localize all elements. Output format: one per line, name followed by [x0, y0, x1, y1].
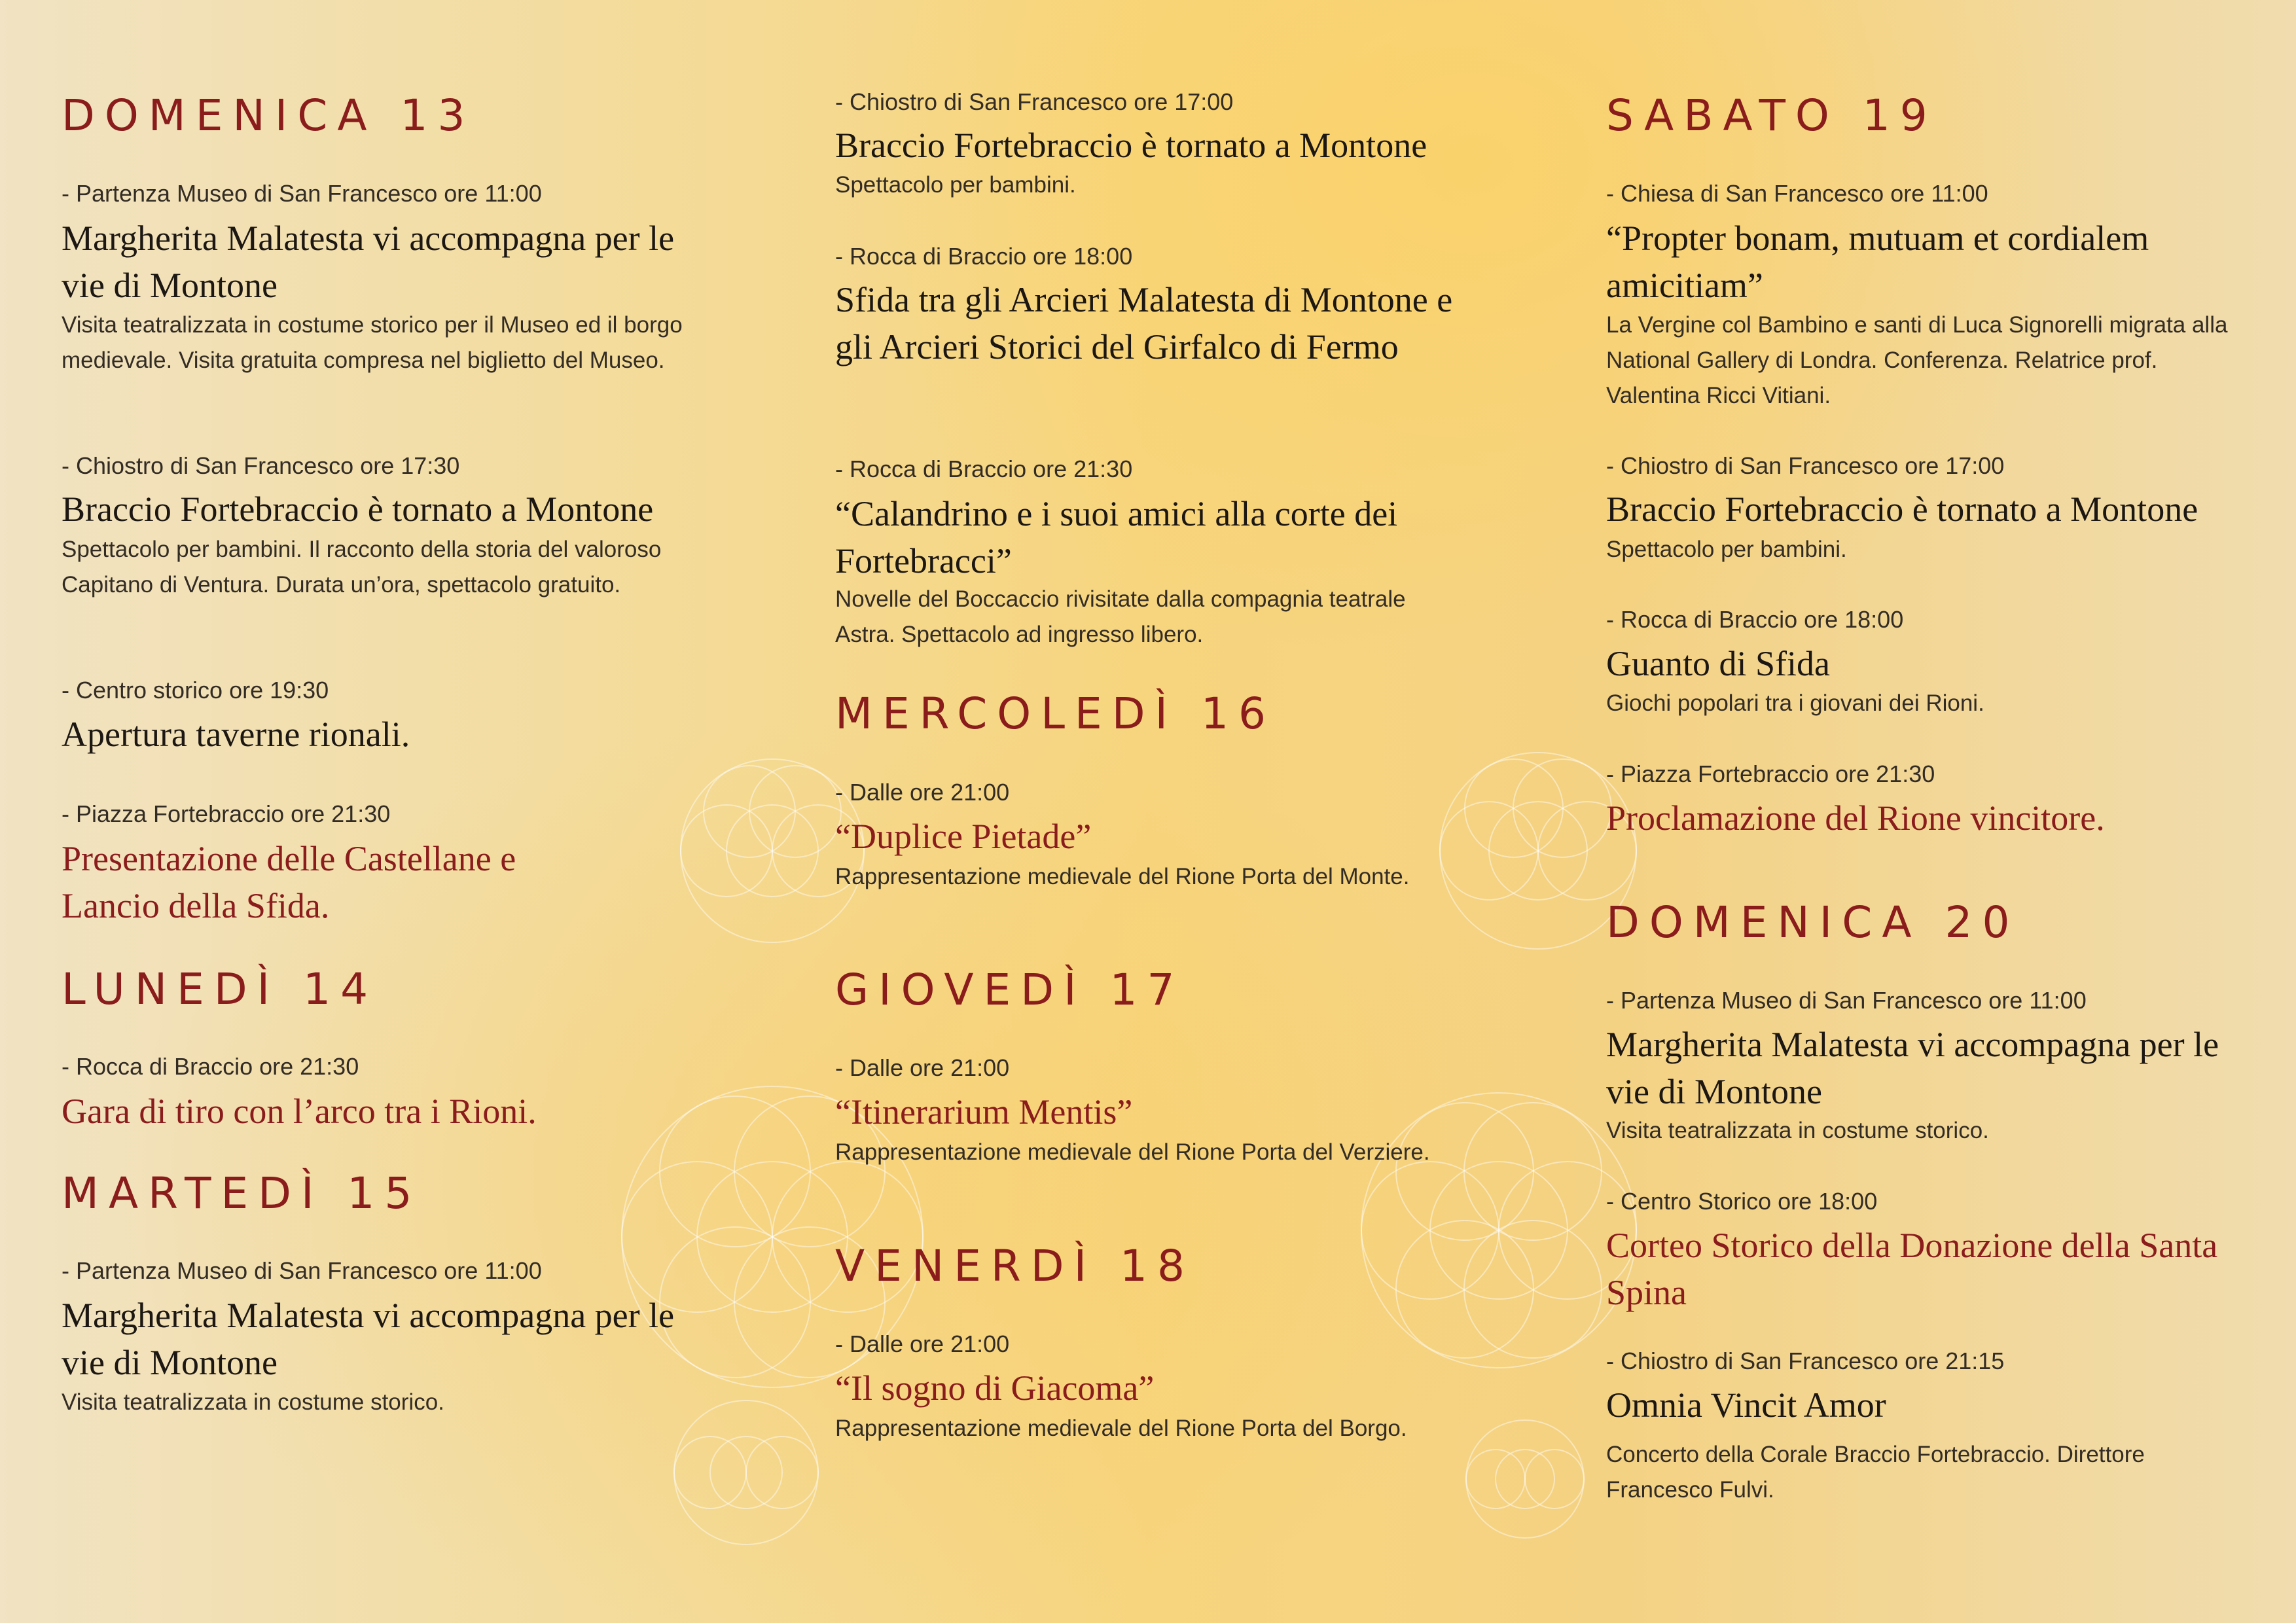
event-location: - Centro storico ore 19:30 — [62, 677, 329, 704]
event-location: - Rocca di Braccio ore 18:00 — [1606, 606, 1904, 633]
event-description: Visita teatralizzata in costume storico per il Museo ed il borgo medievale. Visita gratuita compresa nel biglietto del Museo. — [62, 312, 683, 373]
day-heading: GIOVEDÌ 17 — [835, 965, 1185, 1015]
flower-of-life-ornament — [1466, 1420, 1584, 1538]
event-location: - Centro Storico ore 18:00 — [1606, 1188, 1878, 1215]
event-title: Braccio Fortebraccio è tornato a Montone — [1606, 490, 2198, 529]
event-description: Concerto della Corale Braccio Fortebraccio. Direttore Francesco Fulvi. — [1606, 1442, 2145, 1503]
event-description: Visita teatralizzata in costume storico. — [1606, 1118, 1989, 1143]
event-description: Spettacolo per bambini. — [1606, 537, 1847, 562]
event-location: - Piazza Fortebraccio ore 21:30 — [1606, 760, 1935, 787]
event-title: Guanto di Sfida — [1606, 644, 1830, 683]
flower-of-life-ornament — [674, 1400, 818, 1544]
event-description: Rappresentazione medievale del Rione Porta del Borgo. — [835, 1416, 1407, 1441]
event-location: - Partenza Museo di San Francesco ore 11:00 — [62, 1257, 542, 1284]
event-title: Margherita Malatesta vi accompagna per le vie di Montone — [1606, 1025, 2219, 1111]
event-title: Gara di tiro con l’arco tra i Rioni. — [62, 1092, 537, 1131]
event-description: Spettacolo per bambini. Il racconto della storia del valoroso Capitano di Ventura. Durata un’ora, spettacolo gratuito. — [62, 537, 662, 597]
event-title: “Duplice Pietade” — [835, 817, 1092, 856]
event-title: Omnia Vincit Amor — [1606, 1385, 1886, 1425]
event-location: - Chiostro di San Francesco ore 17:30 — [62, 452, 460, 479]
event-title: Braccio Fortebraccio è tornato a Montone — [835, 126, 1427, 165]
event-title: Presentazione delle Castellane e Lancio della Sfida. — [62, 839, 516, 925]
event-description: Novelle del Boccaccio rivisitate dalla compagnia teatrale Astra. Spettacolo ad ingresso libero. — [835, 586, 1406, 647]
event-title: “Itinerarium Mentis” — [835, 1092, 1133, 1132]
event-location: - Rocca di Braccio ore 21:30 — [835, 455, 1133, 482]
day-heading: MERCOLEDÌ 16 — [835, 688, 1276, 739]
day-heading: DOMENICA 13 — [62, 90, 475, 141]
event-title: “Propter bonam, mutuam et cordialem amicitiam” — [1606, 219, 2149, 305]
event-title: Corteo Storico della Donazione della Santa Spina — [1606, 1226, 2218, 1312]
event-location: - Partenza Museo di San Francesco ore 11:00 — [62, 180, 542, 207]
event-location: - Partenza Museo di San Francesco ore 11:00 — [1606, 987, 2087, 1014]
event-location: - Dalle ore 21:00 — [835, 779, 1010, 806]
event-description: Visita teatralizzata in costume storico. — [62, 1389, 444, 1415]
event-title: Margherita Malatesta vi accompagna per le vie di Montone — [62, 1296, 675, 1382]
event-description: La Vergine col Bambino e santi di Luca Signorelli migrata alla National Gallery di Londra. Conferenza. Relatrice prof. Valentina Ricci Vitiani. — [1606, 312, 2228, 408]
event-title: Sfida tra gli Arcieri Malatesta di Montone e gli Arcieri Storici del Girfalco di Fermo — [835, 280, 1453, 366]
event-description: Rappresentazione medievale del Rione Porta del Monte. — [835, 864, 1410, 889]
event-title: “Calandrino e i suoi amici alla corte dei Fortebracci” — [835, 494, 1398, 580]
event-location: - Rocca di Braccio ore 21:30 — [62, 1053, 359, 1080]
event-location: - Chiostro di San Francesco ore 17:00 — [1606, 452, 2005, 479]
event-location: - Dalle ore 21:00 — [835, 1054, 1010, 1081]
event-location: - Dalle ore 21:00 — [835, 1330, 1010, 1357]
event-location: - Piazza Fortebraccio ore 21:30 — [62, 800, 391, 827]
event-description: Rappresentazione medievale del Rione Porta del Verziere. — [835, 1139, 1430, 1165]
event-title: “Il sogno di Giacoma” — [835, 1368, 1155, 1408]
day-heading: SABATO 19 — [1606, 90, 1937, 141]
day-heading: VENERDÌ 18 — [835, 1241, 1195, 1291]
event-location: - Chiesa di San Francesco ore 11:00 — [1606, 180, 1988, 207]
day-heading: LUNEDÌ 14 — [62, 964, 378, 1014]
event-description: Giochi popolari tra i giovani dei Rioni. — [1606, 690, 1984, 716]
event-title: Apertura taverne rionali. — [62, 715, 410, 754]
event-location: - Chiostro di San Francesco ore 17:00 — [835, 88, 1234, 115]
day-heading: DOMENICA 20 — [1606, 897, 2020, 948]
event-title: Proclamazione del Rione vincitore. — [1606, 798, 2105, 838]
event-location: - Chiostro di San Francesco ore 21:15 — [1606, 1347, 2005, 1374]
event-description: Spettacolo per bambini. — [835, 172, 1076, 198]
day-heading: MARTEDÌ 15 — [62, 1168, 422, 1219]
event-title: Braccio Fortebraccio è tornato a Montone — [62, 490, 654, 529]
event-location: - Rocca di Braccio ore 18:00 — [835, 243, 1133, 270]
event-title: Margherita Malatesta vi accompagna per le vie di Montone — [62, 219, 675, 305]
